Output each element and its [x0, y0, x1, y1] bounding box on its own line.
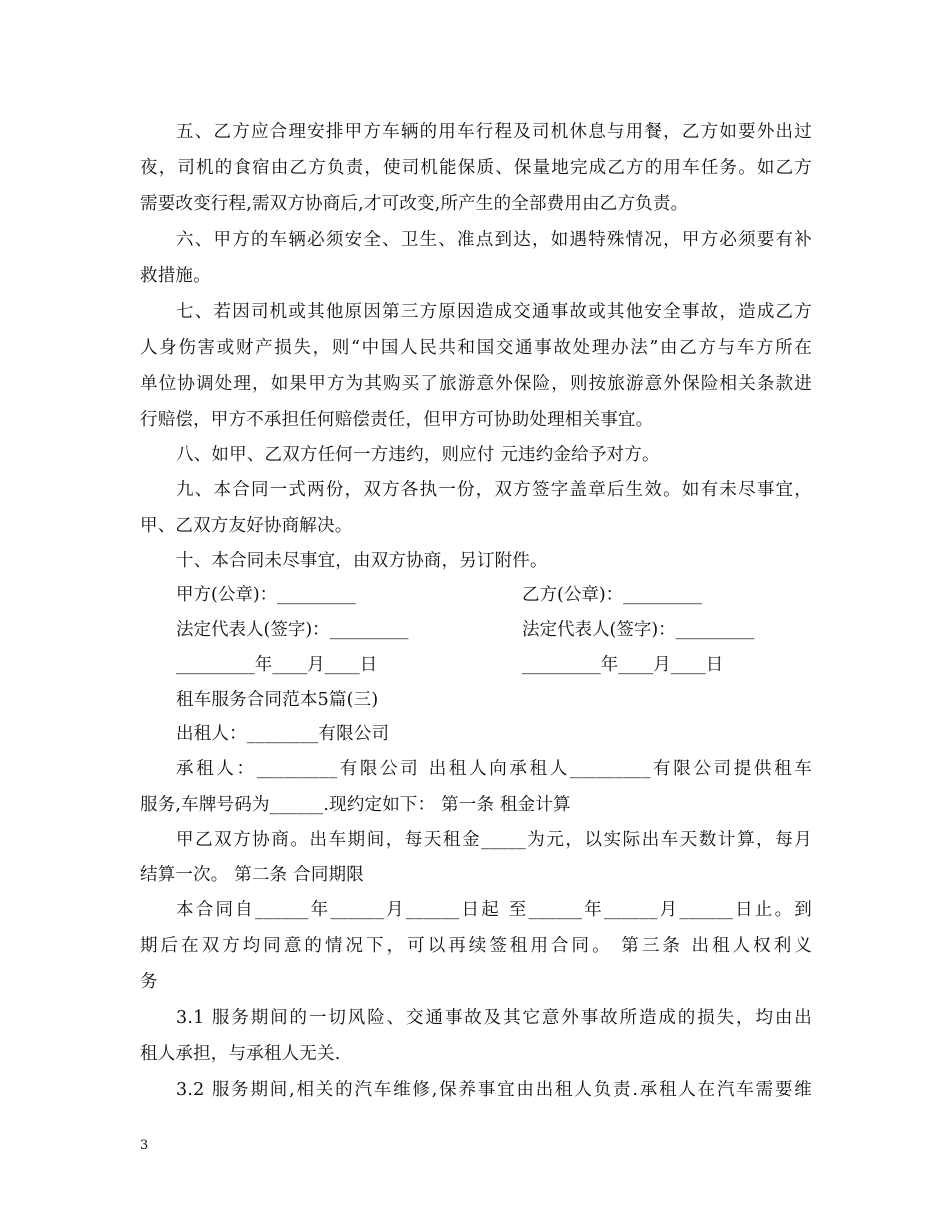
paragraph-line: 服务,车牌号码为______.现约定如下： 第一条 租金计算	[140, 795, 571, 815]
paragraph-line: 甲乙双方协商。出车期间，每天租金_____为元，以实际出车天数计算，每月	[176, 830, 812, 850]
paragraph-line: 夜，司机的食宿由乙方负责，使司机能保质、保量地完成乙方的用车任务。如乙方	[140, 158, 812, 178]
paragraph-line: 需要改变行程,需双方协商后,才可改变,所产生的全部费用由乙方负责。	[140, 194, 689, 214]
paragraph-line: 七、若因司机或其他原因第三方原因造成交通事故或其他安全事故，造成乙方	[176, 302, 812, 322]
paragraph-line: 租人承担，与承租人无关.	[140, 1044, 341, 1064]
paragraph-line: 人身伤害或财产损失，则“中国人民共和国交通事故处理办法”由乙方与车方所在	[140, 338, 812, 358]
paragraph-line: 救措施。	[140, 266, 211, 286]
paragraph-line: 甲、乙双方友好协商解决。	[140, 516, 353, 536]
party-b-date-field: _________年____月____日	[522, 655, 724, 675]
paragraph-line: 六、甲方的车辆必须安全、卫生、准点到达，如遇特殊情况，甲方必须要有补	[176, 230, 812, 250]
paragraph-line: 本合同自______年______月______日起 至______年______月______日止。到	[176, 900, 812, 920]
paragraph-line: 承租人：_________有限公司 出租人向承租人_________有限公司提供租车	[176, 759, 812, 779]
paragraph-line: 3.2 服务期间,相关的汽车维修,保养事宜由出租人负责.承租人在汽车需要维	[176, 1080, 812, 1100]
paragraph-line: 期后在双方均同意的情况下，可以再续签租用合同。 第三条 出租人权利义	[140, 936, 812, 956]
party-a-date-field: _________年____月____日	[176, 655, 378, 675]
paragraph-line: 出租人：________有限公司	[176, 724, 390, 744]
party-b-representative-field: 法定代表人(签字)：_________	[522, 620, 755, 640]
section-title: 租车服务合同范本5篇(三)	[176, 690, 379, 710]
paragraph-line: 九、本合同一式两份，双方各执一份，双方签字盖章后生效。如有未尽事宜，	[176, 480, 812, 500]
paragraph-line: 3.1 服务期间的一切风险、交通事故及其它意外事故所造成的损失，均由出	[176, 1008, 812, 1028]
party-a-seal-field: 甲方(公章)：_________	[176, 585, 356, 605]
paragraph-line: 单位协调处理，如果甲方为其购买了旅游意外保险，则按旅游意外保险相关条款进	[140, 374, 812, 394]
party-b-seal-field: 乙方(公章)：_________	[522, 585, 702, 605]
paragraph-line: 十、本合同未尽事宜，由双方协商，另订附件。	[176, 551, 548, 571]
page-number: 3	[140, 1138, 149, 1153]
paragraph-line: 行赔偿，甲方不承担任何赔偿责任，但甲方可协助处理相关事宜。	[140, 410, 654, 430]
paragraph-line: 结算一次。 第二条 合同期限	[140, 865, 364, 885]
paragraph-line: 五、乙方应合理安排甲方车辆的用车行程及司机休息与用餐，乙方如要外出过	[176, 122, 812, 142]
paragraph-line: 务	[140, 972, 158, 992]
paragraph-line: 八、如甲、乙双方任何一方违约，则应付 元违约金给予对方。	[176, 445, 660, 465]
party-a-representative-field: 法定代表人(签字)：_________	[176, 620, 409, 640]
